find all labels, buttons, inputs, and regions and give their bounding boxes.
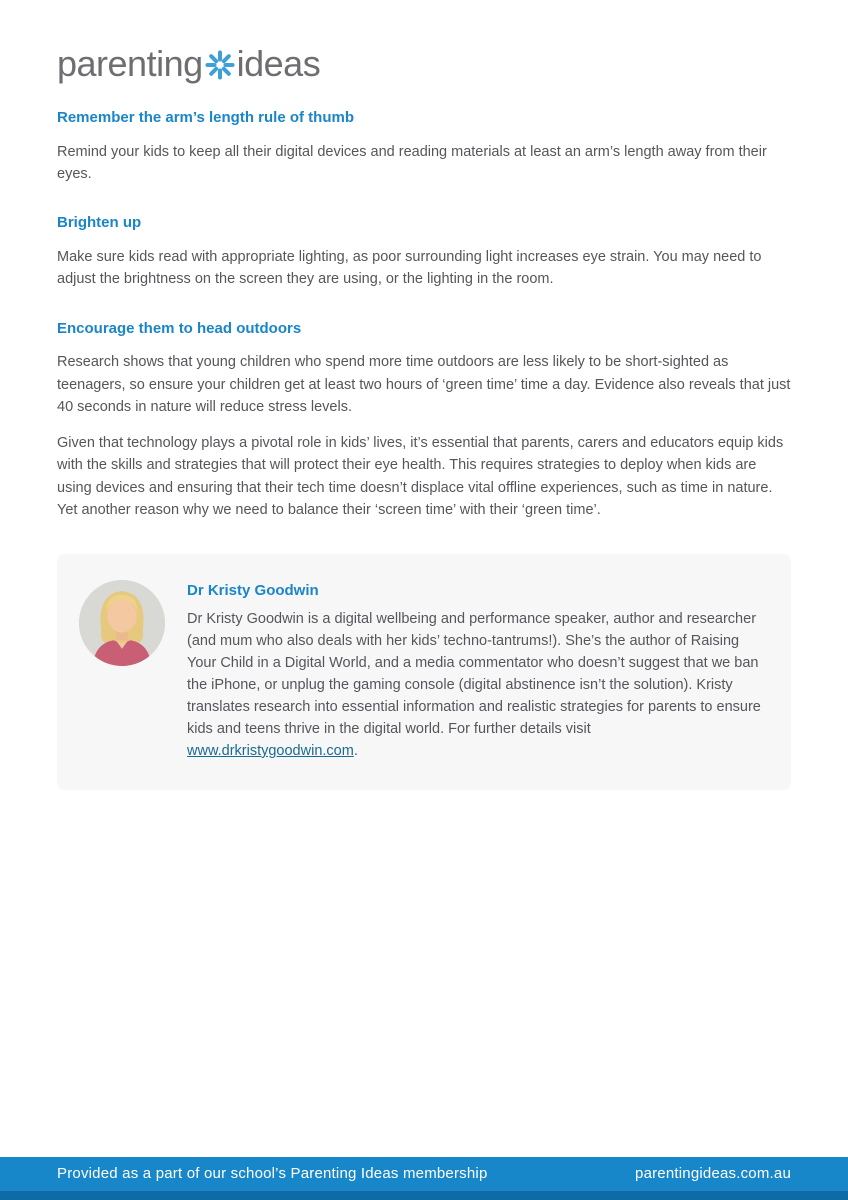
section-paragraph: Make sure kids read with appropriate lighting, as poor surrounding light increases eye strain. You may need to adjust the brightness on the screen they are using, or the lighting in the room.: [57, 248, 762, 288]
author-bio-period: .: [353, 742, 358, 759]
footer-membership-text: Provided as a part of our school’s Parenting Ideas membership: [57, 1165, 488, 1182]
section-heading-outdoors: Encourage them to head outdoors: [57, 319, 302, 337]
footer-bar: [0, 1157, 848, 1200]
section-heading-brighten-up: Brighten up: [57, 214, 142, 232]
section-paragraph: Given that technology plays a pivotal role in kids’ lives, it’s essential that parents, carers and educators equip kids with the skills and strategies that will protect their eye health. This requires strategies to deploy when kids are using devices and ensuring that their tech time doesn’t displace vital offline experiences, such as time in nature. Yet another reason why we need to balance their ‘screen time’ with their ‘green time’.: [57, 434, 784, 519]
section-paragraph: Remind your kids to keep all their digital devices and reading materials at least an arm’s length away from their eyes.: [57, 143, 767, 182]
logo-text-parenting: parenting: [57, 43, 203, 84]
author-bio: [187, 608, 761, 762]
author-avatar: [79, 580, 165, 666]
author-card: [57, 554, 791, 790]
author-name: Dr Kristy Goodwin: [187, 581, 319, 599]
parenting-ideas-logo: [57, 43, 791, 84]
footer-website-link[interactable]: parentingideas.com.au: [635, 1165, 791, 1182]
logo-asterisk-icon: [205, 50, 235, 80]
logo-text-ideas: ideas: [236, 43, 321, 84]
author-bio-text: Dr Kristy Goodwin is a digital wellbeing and performance speaker, author and researcher (and mum who also deals with her kids’ techno-tantrums!). She’s the author of Raising Your Child in a Digital World, and a media commentator who doesn’t suggest that we ban the iPhone, or unplug the gaming console (digital abstinence isn’t the solution). Kristy translates research into essential information and realistic strategies for parents to ensure kids and teens thrive in the digital world. For further details visit: [187, 610, 761, 737]
author-info: [187, 580, 761, 762]
section-paragraph: Research shows that young children who spend more time outdoors are less likely to be short-sighted as teenagers, so ensure your children get at least two hours of ‘green time’ time a day. Evidence also reveals that just 40 seconds in nature will reduce stress levels.: [57, 354, 791, 416]
section-heading-arms-length: Remember the arm’s length rule of thumb: [57, 109, 354, 126]
author-website-link[interactable]: www.drkristygoodwin.com: [187, 742, 354, 759]
